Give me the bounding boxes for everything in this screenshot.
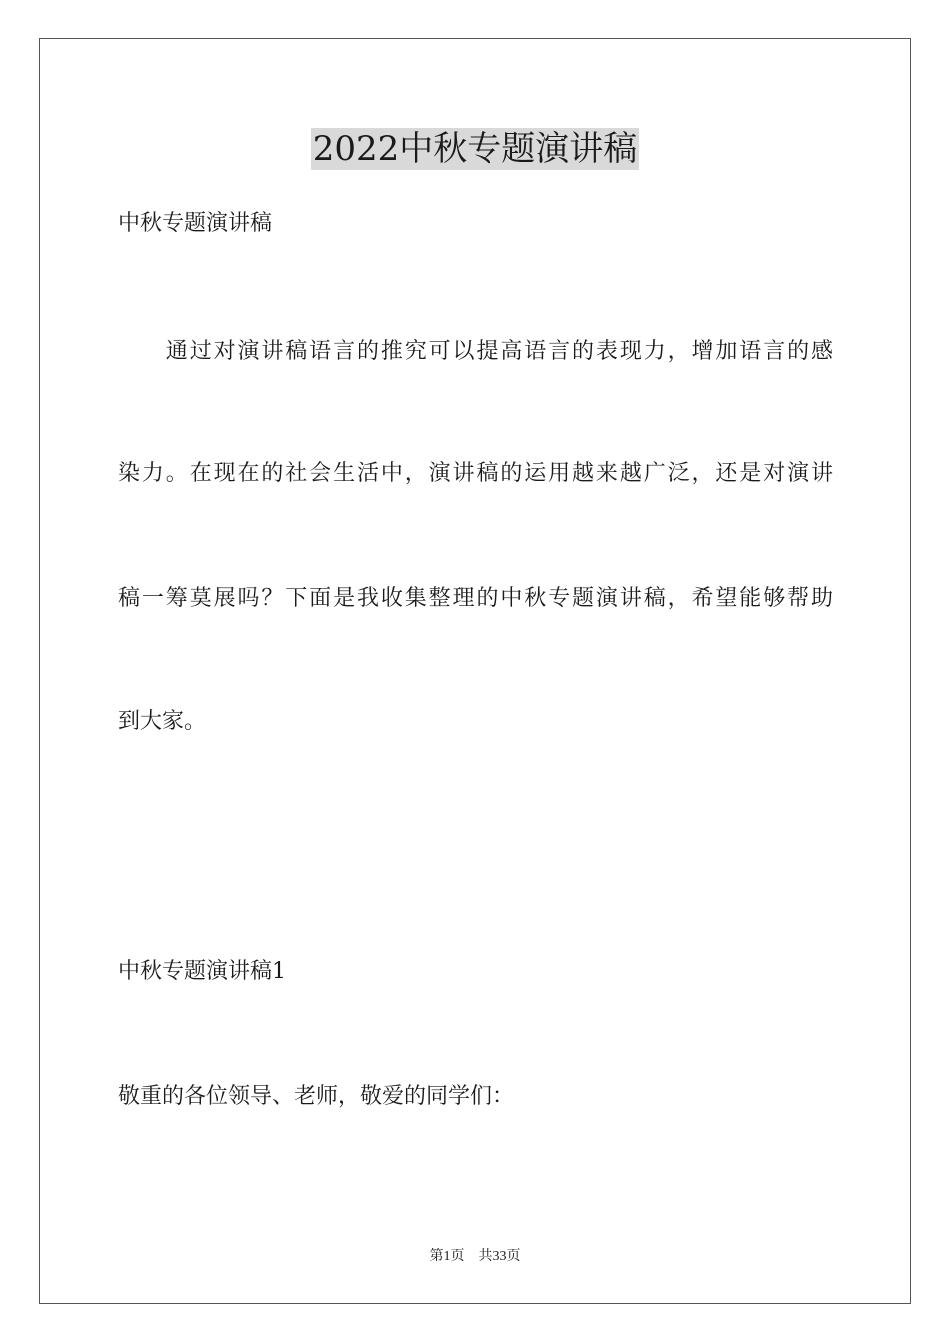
intro-paragraph-line-2: 染力。在现在的社会生活中，演讲稿的运用越来越广泛，还是对演讲 [118, 461, 833, 486]
page-number: 第1页 [429, 1249, 465, 1264]
intro-paragraph-line-4: 到大家。 [118, 709, 207, 734]
salutation: 敬重的各位领导、老师，敬爱的同学们： [118, 1084, 515, 1109]
page-total: 共33页 [478, 1249, 521, 1264]
document-title: 2022中秋专题演讲稿 [312, 129, 638, 169]
intro-paragraph-line-3: 稿一筹莫展吗？下面是我收集整理的中秋专题演讲稿，希望能够帮助 [118, 586, 833, 611]
intro-paragraph-line-1: 通过对演讲稿语言的推究可以提高语言的表现力，增加语言的感 [118, 339, 833, 364]
title-container [0, 128, 950, 170]
page-footer [0, 1247, 950, 1267]
section-heading: 中秋专题演讲稿1 [118, 959, 286, 984]
document-subtitle: 中秋专题演讲稿 [118, 211, 273, 236]
